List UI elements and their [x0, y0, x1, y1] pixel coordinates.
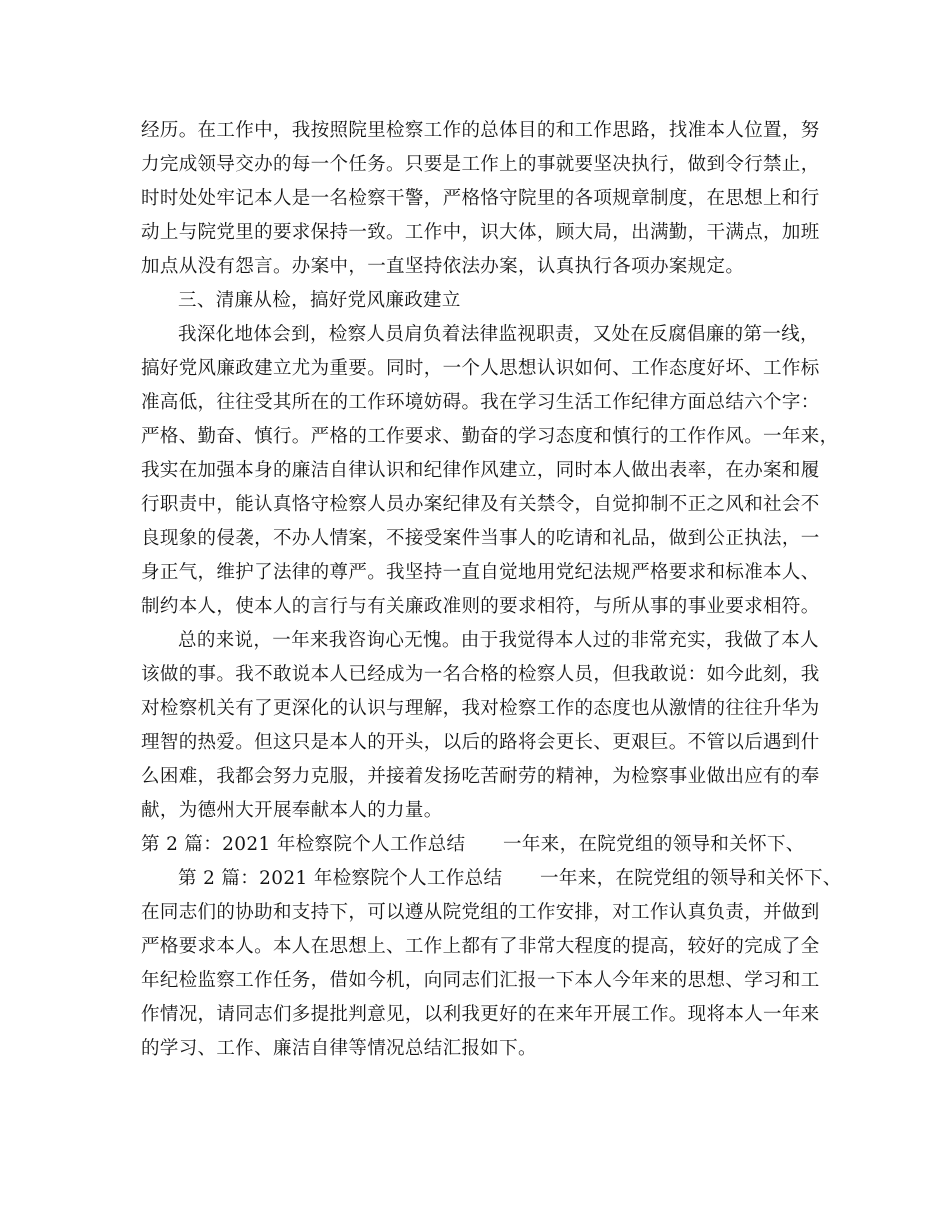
paragraph-line: 准高低，往往受其所在的工作环境妨碍。我在学习生活工作纪律方面总结六个字： [141, 392, 820, 413]
paragraph-line: 身正气，维护了法律的尊严。我坚持一直自觉地用党纪法规严格要求和标准本人、 [141, 562, 820, 583]
paragraph-line: 制约本人，使本人的言行与有关廉政准则的要求相符，与所从事的事业要求相符。 [141, 596, 820, 617]
paragraph-line: 良现象的侵袭，不办人情案，不接受案件当事人的吃请和礼品，做到公正执法，一 [141, 528, 820, 549]
section-heading: 三、清廉从检，搞好党风廉政建立 [178, 290, 461, 311]
paragraph-line: 在同志们的协助和支持下，可以遵从院党组的工作安排，对工作认真负责，并做到 [141, 902, 820, 923]
paragraph-line: 严格要求本人。本人在思想上、工作上都有了非常大程度的提高，较好的完成了全 [141, 936, 820, 957]
paragraph-line: 力完成领导交办的每一个任务。只要是工作上的事就要坚决执行，做到令行禁止， [141, 154, 820, 175]
paragraph-line: 严格、勤奋、慎行。严格的工作要求、勤奋的学习态度和慎行的工作作风。一年来， [141, 426, 839, 447]
paragraph-line: 第 2 篇：2021 年检察院个人工作总结 一年来，在院党组的领导和关怀下、 [178, 868, 842, 889]
paragraph-line: 总的来说，一年来我咨询心无愧。由于我觉得本人过的非常充实，我做了本人 [178, 630, 819, 651]
paragraph-line: 动上与院党里的要求保持一致。工作中，识大体，顾大局，出满勤，干满点，加班 [141, 222, 820, 243]
paragraph-line: 加点从没有怨言。办案中，一直坚持依法办案，认真执行各项办案规定。 [141, 256, 745, 277]
paragraph-line: 我深化地体会到，检察人员肩负着法律监视职责，又处在反腐倡廉的第一线， [178, 324, 819, 345]
paragraph-line: 该做的事。我不敢说本人已经成为一名合格的检察人员，但我敢说：如今此刻，我 [141, 664, 820, 685]
paragraph-line: 么困难，我都会努力克服，并接着发扬吃苦耐劳的精神，为检察事业做出应有的奉 [141, 766, 820, 787]
paragraph-line: 献，为德州大开展奉献本人的力量。 [141, 800, 443, 821]
paragraph-line: 搞好党风廉政建立尤为重要。同时，一个人思想认识如何、工作态度好坏、工作标 [141, 358, 820, 379]
paragraph-line: 经历。在工作中，我按照院里检察工作的总体目的和工作思路，找准本人位置，努 [141, 120, 820, 141]
paragraph-line: 我实在加强本身的廉洁自律认识和纪律作风建立，同时本人做出表率，在办案和履 [141, 460, 820, 481]
paragraph-line: 对检察机关有了更深化的认识与理解，我对检察工作的态度也从激情的往往升华为 [141, 698, 820, 719]
paragraph-line: 第 2 篇：2021 年检察院个人工作总结 一年来，在院党组的领导和关怀下、 [141, 834, 805, 855]
paragraph-line: 作情况，请同志们多提批判意见，以利我更好的在来年开展工作。现将本人一年来 [141, 1004, 820, 1025]
paragraph-line: 年纪检监察工作任务，借如今机，向同志们汇报一下本人今年来的思想、学习和工 [141, 970, 820, 991]
paragraph-line: 的学习、工作、廉洁自律等情况总结汇报如下。 [141, 1038, 537, 1059]
paragraph-line: 时时处处牢记本人是一名检察干警，严格恪守院里的各项规章制度，在思想上和行 [141, 188, 820, 209]
paragraph-line: 行职责中，能认真恪守检察人员办案纪律及有关禁令，自觉抑制不正之风和社会不 [141, 494, 820, 515]
paragraph-line: 理智的热爱。但这只是本人的开头，以后的路将会更长、更艰巨。不管以后遇到什 [141, 732, 820, 753]
